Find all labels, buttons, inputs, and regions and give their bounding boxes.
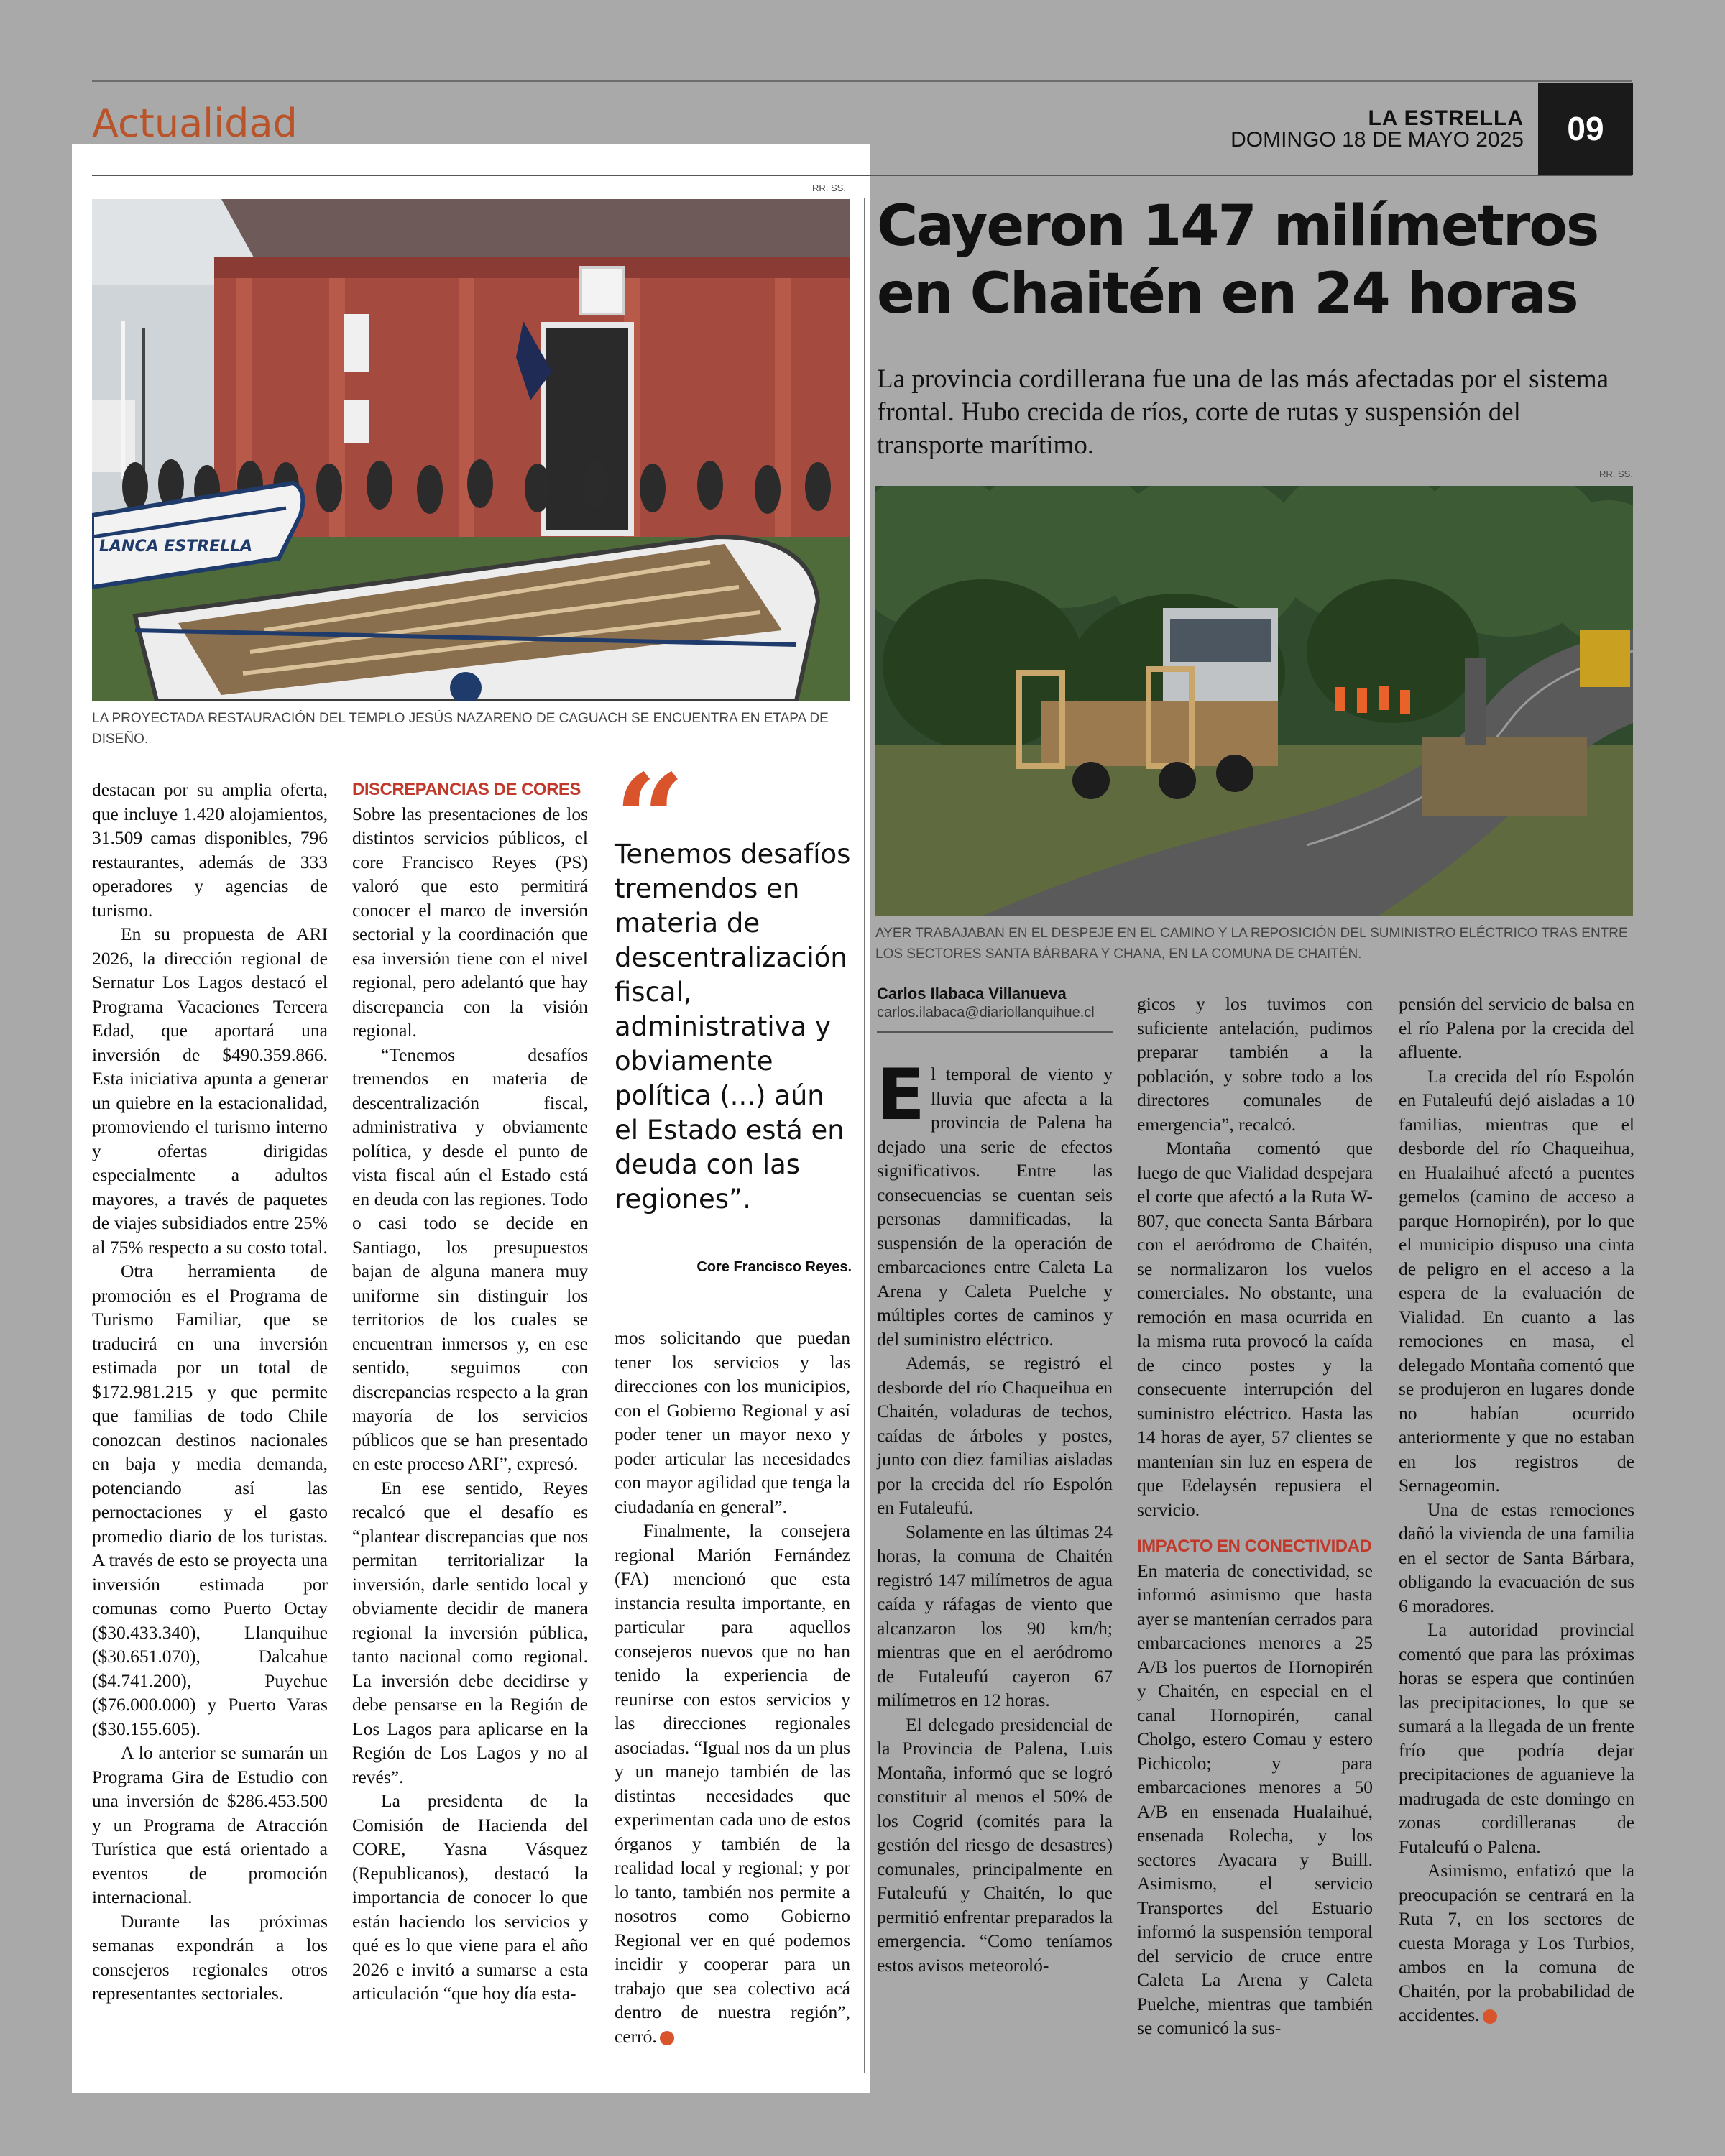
paragraph: Sobre las presentaciones de los distintos servicios públicos, el core Francisco Reyes (PS) valoró que esto permitirá conocer el marco de inversión sectorial y la coordinación que esa inversión tiene con el nivel regional, pero adelantó que hay discrepancia con la visión regional.	[352, 803, 588, 1041]
paragraph: Otra herramienta de promoción es el Programa de Turismo Familiar, que se traducirá en una inversión estimada por un total de $172.981.215 y que permite que familias de todo Chile conozcan destinos nacionales en baja y media demanda, potenciando así las pernoctaciones y el gasto promedio diario de los turistas. A través de esto se proyecta una inversión estimada por comunas como Puerto Octay ($30.433.340), Llanquihue ($30.651.070), Dalcahue ($4.741.200), Puyehue ($76.000.000) y Puerto Varas ($30.155.605).	[92, 1261, 328, 1739]
paragraph: Montaña comentó que luego de que Vialidad despejara el corte que afectó a la Ruta W-807, que conecta Santa Bárbara con el aeródromo de Chaitén, se normalizaron los vuelos comerciales. No obstante, una remoción en masa ocurrida en la misma ruta provocó la caída de cinco postes y la consecuente interrupción del suministro eléctrico. Hasta las 14 horas de ayer, 57 clientes se mantenían sin luz en espera de que Edelaysén repusiera el servicio.	[1137, 1138, 1373, 1520]
publication-name: LA ESTRELLA	[1368, 106, 1524, 130]
end-mark-icon	[1483, 2009, 1497, 2024]
paragraph: La presidenta de la Comisión de Hacienda del CORE, Yasna Vásquez (Republicanos), destacó la importancia de conocer lo que están haciendo los servicios y qué es lo que viene para el año 2026 e invitó a sumarse a esta articulación “que hoy día esta-	[352, 1790, 588, 2004]
paragraph: En ese sentido, Reyes recalcó que el desafío es “plantear discrepancias que nos permitan territorializar la inversión, darle sentido local y obviamente decidir de manera regional la inversión pública, tanto nacional como regional. La inversión debe decidirse y debe pensarse en la Región de Los Lagos para aplicarse en la Región de Los Lagos y no al revés”.	[352, 1477, 588, 1787]
paragraph: La crecida del río Espolón en Futaleufú dejó aisladas a 10 familias, mientras que el desborde del río Chaqueihua, en Hualaihué afectó a puentes gemelos (camino de acceso a parque Hornopirén), por lo que el municipio dispuso una cinta de peligro en el acceso a la espera de la evaluación de Vialidad. En cuanto a las remociones en masa, el delegado Montaña comentó que se produjeron en lugares donde no habían ocurrido anteriormente y que no estaban en los registros de Sernageomin.	[1399, 1065, 1634, 1496]
pull-quote: Tenemos desafíos tremendos en materia de descentralización fiscal, administrativa y obviamente política (...) aún el Estado está en deuda con las regiones”.	[615, 839, 851, 1215]
left-story-col2	[352, 778, 588, 2006]
right-photo-caption: AYER TRABAJABAN EN EL DESPEJE EN EL CAMINO Y LA REPOSICIÓN DEL SUMINISTRO ELÉCTRICO TRAS ENTRE LOS SECTORES SANTA BÁRBARA Y CHANA, EN LA COMUNA DE CHAITÉN.	[875, 926, 1628, 962]
road-photo	[875, 486, 1633, 916]
headline-line-2: en Chaitén en 24 horas	[877, 262, 1578, 326]
paragraph: mos solicitando que puedan tener los servicios y las direcciones con los municipios, con el Gobierno Regional y así poder tener un mayor nexo y poder articular las necesidades con mayor agilidad que tenga la ciudadanía en general”.	[615, 1327, 850, 1517]
paragraph-text: Finalmente, la consejera regional Marión Fernández (FA) mencionó que esta instancia resulta importante, en particular para aquellos consejeros nuevos que no han tenido la experiencia de reunirse con estos servicios y las direcciones regionales asociadas. “Igual nos da un plus y un manejo también de las distintas necesidades que experimentan cada uno de estos órganos y también de la realidad local y regional; y por lo tanto, también nos permite a nosotros como Gobierno Regional ver en qué podemos incidir y cooperar para un trabajo que sea colectivo acá dentro de nuestra región”, cerró.	[615, 1520, 850, 2047]
paragraph-text: Asimismo, enfatizó que la preocupación se centrará en la Ruta 7, en los sectores de cuesta Moraga y Los Turbios, ambos en la comuna de Chaitén, por la probabilidad de accidentes.	[1399, 1860, 1634, 2025]
left-photo-caption: LA PROYECTADA RESTAURACIÓN DEL TEMPLO JESÚS NAZARENO DE CAGUACH SE ENCUENTRA EN ETAPA DE DISEÑO.	[92, 711, 829, 747]
left-photo-credit: RR. SS.	[812, 183, 846, 193]
publication-date: DOMINGO 18 DE MAYO 2025	[1230, 128, 1524, 152]
subhead-discrepancias: DISCREPANCIAS DE CORES	[352, 780, 581, 799]
column-divider	[864, 198, 865, 2073]
paragraph: Una de estas remociones dañó la vivienda de una familia en el sector de Santa Bárbara, obligando la evacuación de sus 6 moradores.	[1399, 1498, 1634, 1616]
right-photo-credit: RR. SS.	[1599, 469, 1633, 479]
right-story-col2	[1137, 992, 1373, 2040]
headline-line-1: Cayeron 147 milímetros	[877, 194, 1598, 259]
byline-name: Carlos Ilabaca Villanueva	[877, 985, 1067, 1003]
byline-rule	[877, 1031, 1113, 1033]
paragraph: pensión del servicio de balsa en el río Palena por la crecida del afluente.	[1399, 993, 1634, 1062]
paragraph	[877, 1054, 1113, 1351]
byline-email: carlos.ilabaca@diariollanquihue.cl	[877, 1005, 1095, 1021]
headline	[877, 193, 1632, 328]
left-story-col1	[92, 778, 328, 2006]
right-story-col1	[877, 1054, 1113, 1977]
paragraph: gicos y los tuvimos con suficiente antelación, pudimos preparar también a la población, y sobre todo a los directores comunales de emergencia”, recalcó.	[1137, 993, 1373, 1135]
paragraph: Durante las próximas semanas expondrán a los consejeros regionales otros representantes sectoriales.	[92, 1910, 328, 2004]
paragraph: Además, se registró el desborde del río Chaqueihua en Chaitén, voladuras de techos, caídas de árboles y postes, junto con diez familias aisladas por la crecida del río Espolón en Futaleufú.	[877, 1353, 1113, 1518]
subhead-conectividad: IMPACTO EN CONECTIVIDAD	[1137, 1537, 1372, 1556]
section-label: Actualidad	[92, 101, 298, 146]
left-story-col3	[615, 1326, 850, 2048]
header-rule	[92, 175, 1632, 176]
drop-cap: E	[877, 1054, 925, 1136]
paragraph: Solamente en las últimas 24 horas, la comuna de Chaitén registró 147 milímetros de agua caída y ráfagas de viento que alcanzaron los 90 km/h; mientras que en el aeródromo de Futaleufú cayeron 67 milímetros en 12 horas.	[877, 1521, 1113, 1710]
end-mark-icon	[660, 2031, 674, 2045]
top-rule	[92, 80, 1632, 82]
paragraph	[1399, 1858, 1634, 2027]
paragraph: destacan por su amplia oferta, que incluye 1.420 alojamientos, 31.509 camas disponibles, 796 restaurantes, además de 333 operadores y agencias de turismo.	[92, 779, 328, 921]
paragraph: El delegado presidencial de la Provincia de Palena, Luis Montaña, informó que se logró constituir al menos el 50% de los Cogrid (comités para la gestión del riesgo de desastres) comunales, principalmente en Futaleufú y Chaitén, lo que permitió enfrentar preparados la emergencia. “Como teníamos estos avisos meteoroló-	[877, 1713, 1113, 1976]
pull-quote-attribution: Core Francisco Reyes.	[696, 1259, 852, 1275]
boat-name-label: LANCA ESTRELLA	[99, 538, 253, 556]
paragraph	[615, 1519, 850, 2048]
paragraph: En materia de conectividad, se informó asimismo que hasta ayer se mantenían cerrados para embarcaciones menores a 25 A/B los puertos de Hornopirén y Chaitén, en especial en el canal Hornopirén, canal Cholgo, estero Comau y estero Pichicolo; y para embarcaciones menores a 50 A/B en ensenada Hualaihué, ensenada Rolecha, y los sectores Ayacara y Buill. Asimismo, el servicio Transportes del Estuario informó la suspensión temporal del servicio de cruce entre Caleta La Arena y Caleta Puelche, mientras que también se comunicó la sus-	[1137, 1560, 1373, 2038]
right-story-col3	[1399, 992, 1634, 2027]
page-number: 09	[1538, 83, 1633, 175]
paragraph: “Tenemos desafíos tremendos en materia de descentralización fiscal, administrativa y obviamente política, y desde el punto de vista fiscal aún el Estado está en deuda con las regiones. Todo o casi todo se decide en Santiago, los presupuestos bajan de alguna manera muy uniforme sin distinguir los territorios de los cuales se encuentran inmersos y, en ese sentido, seguimos con discrepancias respecto a la gran mayoría de los servicios públicos que se han presentado en este proceso ARI”, expresó.	[352, 1044, 588, 1474]
deck: La provincia cordillerana fue una de las más afectadas por el sistema frontal. Hubo crecida de ríos, corte de rutas y suspensión del transporte marítimo.	[877, 364, 1609, 460]
paragraph: En su propuesta de ARI 2026, la dirección regional de Sernatur Los Lagos destacó el Programa Vacaciones Tercera Edad, que aportará una inversión de $490.359.866. Esta iniciativa apunta a generar un quiebre en la estacionalidad, promoviendo el turismo interno y ofertas dirigidas especialmente a adultos mayores, a través de paquetes de viajes subsidiados entre 25% al 75% respecto a su costo total.	[92, 923, 328, 1258]
paragraph: A lo anterior se sumarán un Programa Gira de Estudio con una inversión de $286.453.500 y un Programa de Atracción Turística que está orientado a eventos de promoción internacional.	[92, 1742, 328, 1907]
paragraph: La autoridad provincial comentó que para las próximas horas se espera que continúen las precipitaciones, lo que se sumará a la llegada de un frente frío que podría dejar precipitaciones de aguanieve la madrugada de este domingo en zonas cordilleranas de Futaleufú o Palena.	[1399, 1619, 1634, 1857]
quote-mark-icon: “	[615, 747, 685, 891]
church-photo	[92, 199, 850, 701]
paragraph-text: l temporal de viento y lluvia que afecta a la provincia de Palena ha dejado una serie de efectos significativos. Entre las consecuencias se cuentan seis personas damnificadas, la suspensión de la operación de embarcaciones entre Caleta La Arena y Caleta Puelche y múltiples cortes de caminos y del suministro eléctrico.	[877, 1064, 1113, 1350]
